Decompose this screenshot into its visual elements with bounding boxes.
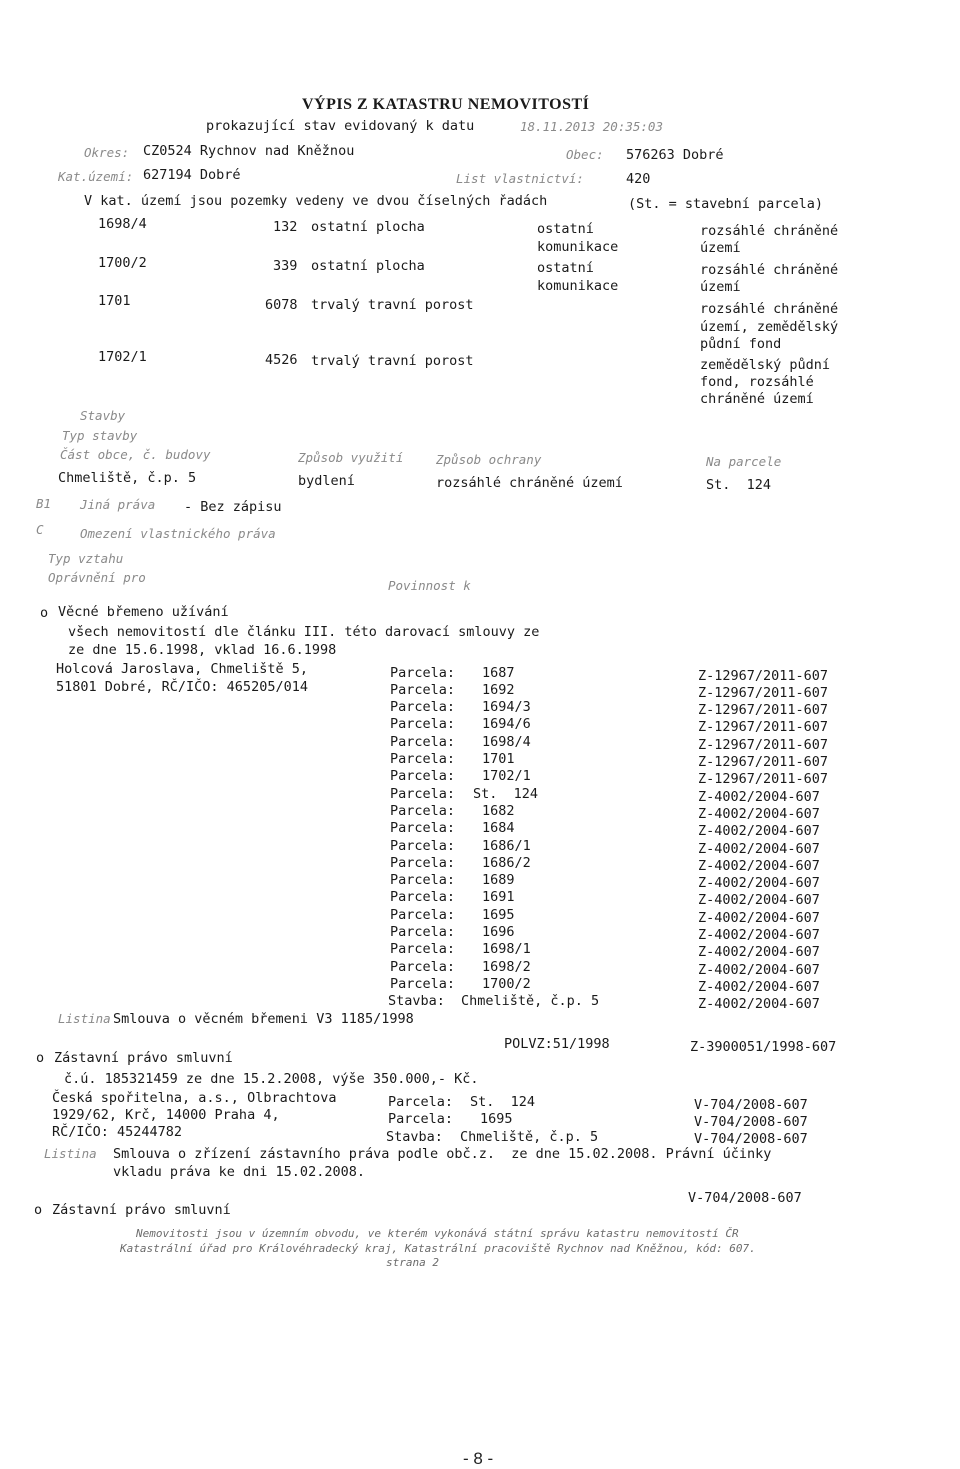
item-ref: V-704/2008-607 [694, 1097, 808, 1113]
parcel-vyuziti: ostatní [537, 260, 594, 276]
item-value: St. 124 [473, 786, 539, 802]
item-label: Parcela: [388, 1094, 454, 1110]
item-label: Parcela: [390, 699, 456, 715]
item-ref: Z-4002/2004-607 [698, 996, 820, 1012]
page-number: - 8 - [463, 1449, 494, 1468]
item-ref: Z-4002/2004-607 [698, 944, 820, 960]
item-ref: Z-4002/2004-607 [698, 841, 820, 857]
lv-value: 420 [626, 171, 651, 187]
item-value: 1694/6 [482, 716, 531, 732]
parcel-druh: ostatní plocha [311, 219, 425, 235]
item-label: Parcela: [390, 682, 456, 698]
zastavni-amount: č.ú. 185321459 ze dne 15.2.2008, výše 350.000,- Kč. [64, 1071, 479, 1087]
omezeni-label: Omezení vlastnického práva [80, 526, 276, 541]
polvz: POLVZ:51/1998 [504, 1036, 610, 1052]
parcel-druh: trvalý travní porost [311, 297, 474, 313]
item-value: 1698/1 [482, 941, 531, 957]
stavba-na-parcele: St. 124 [706, 477, 772, 493]
item-ref: Z-12967/2011-607 [698, 719, 829, 735]
item-ref: Z-4002/2004-607 [698, 806, 820, 822]
item-ref: V-704/2008-607 [694, 1114, 808, 1130]
parcel-ochrana: území [700, 240, 741, 256]
item-value: 1686/2 [482, 855, 531, 871]
parcel-id: 1701 [98, 293, 131, 309]
footer-note: Nemovitosti jsou v územním obvodu, ve kterém vykonává státní správu katastru nemovitostí ČR [136, 1227, 739, 1240]
item-label: Parcela: [390, 734, 456, 750]
zastavni-title: Zástavní právo smluvní [52, 1202, 231, 1218]
item-label: Parcela: [390, 716, 456, 732]
parcel-ochrana: rozsáhlé chráněné [700, 301, 839, 317]
col-zpusob-ochrany: Způsob ochrany [436, 452, 542, 467]
item-ref: Z-4002/2004-607 [698, 789, 820, 805]
item-value: 1695 [480, 1111, 513, 1127]
item-ref: Z-4002/2004-607 [698, 823, 820, 839]
okres-value: CZ0524 Rychnov nad Kněžnou [143, 143, 355, 159]
jina-prava-label: Jiná práva [80, 497, 156, 512]
stavby-heading: Stavby [80, 408, 126, 423]
col-na-parcele: Na parcele [706, 454, 782, 469]
stavba-cast-obce: Chmeliště, č.p. 5 [58, 470, 197, 486]
item-label: Parcela: [390, 941, 456, 957]
parcel-id: 1702/1 [98, 349, 147, 365]
parcel-vyuziti: komunikace [537, 239, 619, 255]
item-ref: Z-12967/2011-607 [698, 771, 829, 787]
series-note-right: (St. = stavební parcela) [628, 196, 824, 212]
zastavni-owner: Česká spořitelna, a.s., Olbrachtova [52, 1090, 337, 1106]
item-label: Parcela: [390, 786, 456, 802]
typ-vztahu-label: Typ vztahu [48, 551, 124, 566]
parcel-ochrana: území [700, 279, 741, 295]
bremeno-date: ze dne 15.6.1998, vklad 16.6.1998 [68, 642, 337, 658]
parcel-ochrana: rozsáhlé chráněné [700, 223, 839, 239]
obec-label: Obec: [566, 147, 604, 162]
stavba-zpusob-ochrany: rozsáhlé chráněné území [436, 475, 623, 491]
item-label: Stavba: [388, 993, 445, 1009]
katuzemi-label: Kat.území: [58, 169, 134, 184]
stavby-typ: Typ stavby [62, 428, 138, 443]
jina-prava-value: - Bez zápisu [184, 499, 282, 515]
item-ref: Z-12967/2011-607 [698, 737, 829, 753]
parcel-ochrana: chráněné území [700, 391, 814, 407]
item-label: Parcela: [388, 1111, 454, 1127]
item-ref: Z-4002/2004-607 [698, 910, 820, 926]
lv-label: List vlastnictví: [456, 171, 584, 186]
item-value: Chmeliště, č.p. 5 [460, 1129, 599, 1145]
katuzemi-value: 627194 Dobré [143, 167, 241, 183]
item-value: 1698/2 [482, 959, 531, 975]
stavba-zpusob-vyuziti: bydlení [298, 473, 355, 489]
item-value: 1700/2 [482, 976, 531, 992]
series-note: V kat. území jsou pozemky vedeny ve dvou číselných řadách [84, 193, 548, 209]
listina-label: Listina [58, 1011, 111, 1026]
item-value: 1692 [482, 682, 515, 698]
povinnost-label: Povinnost k [388, 578, 471, 593]
item-value: 1682 [482, 803, 515, 819]
parcel-ochrana: území, zemědělský [700, 319, 839, 335]
parcel-area: 4526 [265, 352, 298, 368]
parcel-ochrana: zemědělský půdní [700, 357, 831, 373]
item-value: 1691 [482, 889, 515, 905]
polvz-ref: Z-3900051/1998-607 [690, 1039, 837, 1055]
item-ref: Z-12967/2011-607 [698, 754, 829, 770]
col-cast-obce: Část obce, č. budovy [60, 447, 211, 462]
item-ref: Z-4002/2004-607 [698, 858, 820, 874]
item-ref: Z-4002/2004-607 [698, 962, 820, 978]
parcel-ochrana: půdní fond [700, 336, 782, 352]
bullet: o [40, 605, 49, 621]
parcel-area: 6078 [265, 297, 298, 313]
zastavni-ref: V-704/2008-607 [688, 1190, 802, 1206]
item-value: St. 124 [470, 1094, 536, 1110]
item-ref: Z-4002/2004-607 [698, 875, 820, 891]
footer-office: Katastrální úřad pro Královéhradecký kraj, Katastrální pracoviště Rychnov nad Kněžnou, kód: 607. [120, 1242, 756, 1255]
item-ref: Z-12967/2011-607 [698, 685, 829, 701]
section-code-c: C [36, 522, 44, 537]
listina-text: Smlouva o zřízení zástavního práva podle obč.z. ze dne 15.02.2008. Právní účinky [113, 1146, 772, 1162]
listina-text-continued: vkladu práva ke dni 15.02.2008. [113, 1164, 365, 1180]
bullet: o [36, 1050, 45, 1066]
item-value: 1684 [482, 820, 515, 836]
item-ref: Z-4002/2004-607 [698, 979, 820, 995]
item-value: 1701 [482, 751, 515, 767]
parcel-vyuziti: komunikace [537, 278, 619, 294]
item-value: Chmeliště, č.p. 5 [461, 993, 600, 1009]
bremeno-desc: všech nemovitostí dle článku III. této darovací smlouvy ze [68, 624, 540, 640]
extract-datetime: 18.11.2013 20:35:03 [520, 119, 663, 134]
zastavni-owner-id: RČ/IČO: 45244782 [52, 1124, 183, 1140]
parcel-druh: ostatní plocha [311, 258, 425, 274]
item-label: Parcela: [390, 976, 456, 992]
parcel-druh: trvalý travní porost [311, 353, 474, 369]
item-label: Parcela: [390, 820, 456, 836]
parcel-id: 1700/2 [98, 255, 147, 271]
parcel-vyuziti: ostatní [537, 221, 594, 237]
item-label: Parcela: [390, 907, 456, 923]
item-label: Parcela: [390, 924, 456, 940]
listina-text: Smlouva o věcném břemeni V3 1185/1998 [113, 1011, 414, 1027]
item-ref: Z-12967/2011-607 [698, 668, 829, 684]
parcel-ochrana: fond, rozsáhlé [700, 374, 814, 390]
col-zpusob-vyuziti: Způsob využití [298, 450, 404, 465]
bremeno-owner: Holcová Jaroslava, Chmeliště 5, [56, 661, 308, 677]
item-value: 1702/1 [482, 768, 531, 784]
zastavni-owner-address: 1929/62, Krč, 14000 Praha 4, [52, 1107, 280, 1123]
parcel-area: 339 [273, 258, 298, 274]
item-label: Parcela: [390, 872, 456, 888]
item-label: Parcela: [390, 889, 456, 905]
item-value: 1689 [482, 872, 515, 888]
obec-value: 576263 Dobré [626, 147, 724, 163]
item-label: Parcela: [390, 751, 456, 767]
item-ref: Z-4002/2004-607 [698, 927, 820, 943]
item-label: Parcela: [390, 838, 456, 854]
item-ref: V-704/2008-607 [694, 1131, 808, 1147]
item-ref: Z-12967/2011-607 [698, 702, 829, 718]
item-value: 1695 [482, 907, 515, 923]
okres-label: Okres: [84, 145, 130, 160]
item-ref: Z-4002/2004-607 [698, 892, 820, 908]
item-value: 1687 [482, 665, 515, 681]
item-value: 1696 [482, 924, 515, 940]
parcel-id: 1698/4 [98, 216, 147, 232]
item-label: Parcela: [390, 959, 456, 975]
parcel-area: 132 [273, 219, 298, 235]
item-label: Stavba: [386, 1129, 443, 1145]
section-code-b1: B1 [36, 496, 52, 511]
document-subtitle: prokazující stav evidovaný k datu [206, 118, 475, 134]
item-value: 1698/4 [482, 734, 531, 750]
bremeno-title: Věcné břemeno užívání [58, 604, 229, 620]
listina-label: Listina [44, 1146, 97, 1161]
parcel-ochrana: rozsáhlé chráněné [700, 262, 839, 278]
opravneni-label: Oprávnění pro [48, 570, 146, 585]
item-label: Parcela: [390, 665, 456, 681]
item-label: Parcela: [390, 803, 456, 819]
item-value: 1686/1 [482, 838, 531, 854]
footer-page: strana 2 [386, 1256, 439, 1269]
item-label: Parcela: [390, 855, 456, 871]
item-label: Parcela: [390, 768, 456, 784]
bremeno-owner-address: 51801 Dobré, RČ/IČO: 465205/014 [56, 679, 308, 695]
item-value: 1694/3 [482, 699, 531, 715]
zastavni-title: Zástavní právo smluvní [54, 1050, 233, 1066]
document-title: VÝPIS Z KATASTRU NEMOVITOSTÍ [302, 96, 590, 113]
bullet: o [34, 1202, 43, 1218]
